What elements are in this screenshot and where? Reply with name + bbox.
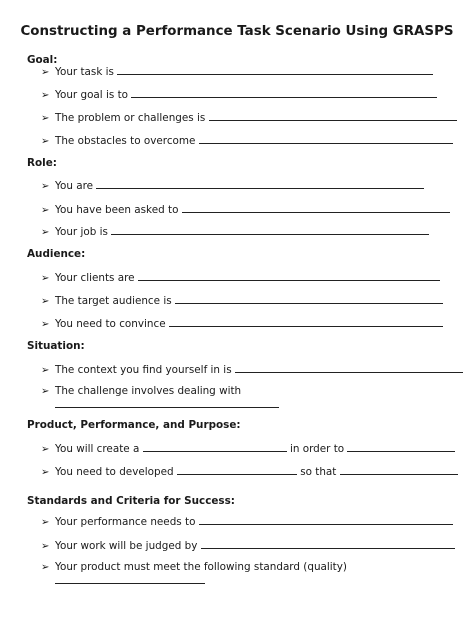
item-label: You will create a xyxy=(55,443,140,455)
arrow-bullet-icon: ➢ xyxy=(41,365,50,376)
arrow-bullet-icon: ➢ xyxy=(41,296,50,307)
item-label: The target audience is xyxy=(55,295,172,307)
fill-in-blank-continuation[interactable] xyxy=(55,397,279,408)
arrow-bullet-icon: ➢ xyxy=(41,444,50,455)
arrow-bullet-icon: ➢ xyxy=(41,562,50,573)
fill-in-blank[interactable] xyxy=(199,133,453,144)
item-label: The problem or challenges is xyxy=(55,112,206,124)
goal-item-obstacles xyxy=(41,133,453,148)
arrow-bullet-icon: ➢ xyxy=(41,113,50,124)
goal-item-goal xyxy=(41,87,437,102)
product-item-create xyxy=(41,441,455,456)
arrow-bullet-icon: ➢ xyxy=(41,386,50,397)
fill-in-blank[interactable] xyxy=(340,464,458,475)
item-label: You are xyxy=(55,180,94,192)
item-label: The challenge involves dealing with xyxy=(55,385,242,397)
item-label: The obstacles to overcome xyxy=(55,135,196,147)
role-item-you-are xyxy=(41,178,424,193)
item-connector: in order to xyxy=(289,443,345,455)
fill-in-blank[interactable] xyxy=(138,270,440,281)
fill-in-blank[interactable] xyxy=(235,362,463,373)
page-title: Constructing a Performance Task Scenario Using GRASPS xyxy=(20,24,454,39)
standards-item-performance xyxy=(41,514,453,529)
arrow-bullet-icon: ➢ xyxy=(41,136,50,147)
item-label: Your goal is to xyxy=(55,89,129,101)
arrow-bullet-icon: ➢ xyxy=(41,319,50,330)
arrow-bullet-icon: ➢ xyxy=(41,90,50,101)
situation-item-context xyxy=(41,362,463,377)
audience-item-clients xyxy=(41,270,440,285)
fill-in-blank[interactable] xyxy=(175,293,443,304)
role-item-job xyxy=(41,224,429,239)
item-connector: so that xyxy=(300,466,337,478)
arrow-bullet-icon: ➢ xyxy=(41,467,50,478)
standards-item-judged xyxy=(41,538,455,553)
audience-item-convince xyxy=(41,316,443,331)
item-label: You have been asked to xyxy=(55,204,179,216)
fill-in-blank[interactable] xyxy=(143,441,287,452)
goal-item-task xyxy=(41,64,433,79)
item-label: You need to convince xyxy=(55,318,166,330)
arrow-bullet-icon: ➢ xyxy=(41,541,50,552)
goal-item-problem xyxy=(41,110,457,125)
role-item-asked xyxy=(41,202,450,217)
item-label: You need to developed xyxy=(55,466,174,478)
section-heading-audience: Audience: xyxy=(27,248,86,260)
fill-in-blank[interactable] xyxy=(96,178,424,189)
fill-in-blank[interactable] xyxy=(209,110,457,121)
audience-item-target xyxy=(41,293,443,308)
fill-in-blank[interactable] xyxy=(169,316,443,327)
arrow-bullet-icon: ➢ xyxy=(41,517,50,528)
arrow-bullet-icon: ➢ xyxy=(41,181,50,192)
item-label: Your clients are xyxy=(55,272,135,284)
item-label: Your product must meet the following standard (quality) xyxy=(55,561,347,573)
fill-in-blank[interactable] xyxy=(182,202,450,213)
section-heading-product: Product, Performance, and Purpose: xyxy=(27,419,241,431)
section-heading-situation: Situation: xyxy=(27,340,85,352)
item-label: Your task is xyxy=(55,66,114,78)
section-heading-role: Role: xyxy=(27,157,57,169)
fill-in-blank[interactable] xyxy=(177,464,297,475)
item-label: Your job is xyxy=(55,226,108,238)
fill-in-blank[interactable] xyxy=(201,538,455,549)
fill-in-blank[interactable] xyxy=(117,64,433,75)
fill-in-blank[interactable] xyxy=(199,514,453,525)
section-heading-goal: Goal: xyxy=(27,54,58,66)
fill-in-blank[interactable] xyxy=(347,441,455,452)
fill-in-blank[interactable] xyxy=(111,224,429,235)
fill-in-blank-continuation[interactable] xyxy=(55,573,205,584)
item-label: Your performance needs to xyxy=(55,516,196,528)
item-label: The context you find yourself in is xyxy=(55,364,232,376)
arrow-bullet-icon: ➢ xyxy=(41,273,50,284)
arrow-bullet-icon: ➢ xyxy=(41,205,50,216)
arrow-bullet-icon: ➢ xyxy=(41,227,50,238)
product-item-develop xyxy=(41,464,458,479)
item-label: Your work will be judged by xyxy=(55,540,198,552)
fill-in-blank[interactable] xyxy=(131,87,437,98)
section-heading-standards: Standards and Criteria for Success: xyxy=(27,495,235,507)
arrow-bullet-icon: ➢ xyxy=(41,67,50,78)
